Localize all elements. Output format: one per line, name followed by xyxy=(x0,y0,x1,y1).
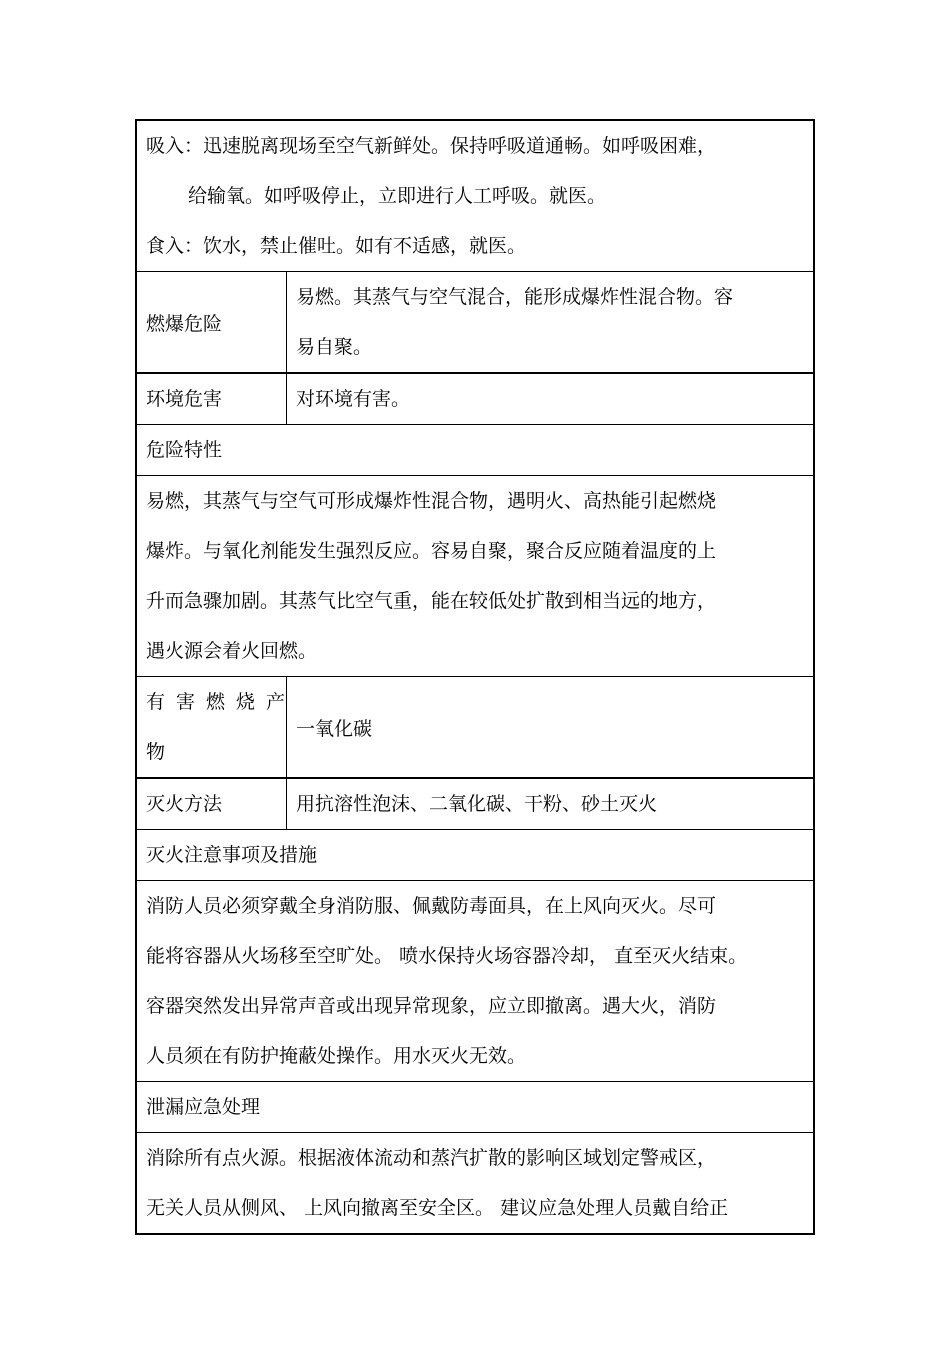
environmental-hazard-label: 环境危害 xyxy=(137,374,287,424)
extinguishing-method-label: 灭火方法 xyxy=(137,779,287,829)
first-aid-line: 吸入：迅速脱离现场至空气新鲜处。保持呼吸道通畅。如呼吸困难， xyxy=(146,135,717,157)
first-aid-text xyxy=(137,121,813,271)
combustion-products-label-line: 有害燃烧产 xyxy=(146,691,297,713)
hazard-properties-row xyxy=(137,475,813,676)
leak-emergency-row xyxy=(137,1132,813,1233)
leak-emergency-heading-row xyxy=(137,1081,813,1132)
extinguishing-method-row xyxy=(137,777,813,829)
hazard-properties-line: 爆炸。与氧化剂能发生强烈反应。容易自聚，聚合反应随着温度的上 xyxy=(146,540,717,562)
environmental-hazard-row xyxy=(137,372,813,424)
hazard-properties-line: 遇火源会着火回燃。 xyxy=(146,640,318,662)
fire-explosion-hazard-line: 易自聚。 xyxy=(296,336,373,358)
combustion-products-row xyxy=(137,676,813,777)
firefighting-precautions-heading: 灭火注意事项及措施 xyxy=(146,844,318,866)
hazard-properties-heading-row xyxy=(137,424,813,475)
fire-explosion-hazard-value xyxy=(287,272,813,372)
fire-explosion-hazard-label: 燃爆危险 xyxy=(137,272,287,372)
firefighting-precautions-text xyxy=(137,881,813,1081)
hazard-properties-text xyxy=(137,476,813,676)
first-aid-line: 食入：饮水，禁止催吐。如有不适感，就医。 xyxy=(146,235,527,257)
combustion-products-label-line: 物 xyxy=(146,741,166,763)
hazard-properties-line: 升而急骤加剧。其蒸气比空气重，能在较低处扩散到相当远的地方， xyxy=(146,590,717,612)
firefighting-precautions-row xyxy=(137,880,813,1081)
firefighting-precautions-line: 消防人员必须穿戴全身消防服、佩戴防毒面具，在上风向灭火。尽可 xyxy=(146,895,717,917)
firefighting-precautions-heading-row xyxy=(137,829,813,880)
first-aid-line: 给输氧。如呼吸停止，立即进行人工呼吸。就医。 xyxy=(188,185,607,207)
firefighting-precautions-line: 能将容器从火场移至空旷处。 喷水保持火场容器冷却， 直至灭火结束。 xyxy=(146,945,748,967)
leak-emergency-line: 无关人员从侧风、 上风向撤离至安全区。 建议应急处理人员戴自给正 xyxy=(146,1197,729,1219)
first-aid-row xyxy=(137,121,813,271)
msds-table xyxy=(135,119,815,1235)
hazard-properties-line: 易燃，其蒸气与空气可形成爆炸性混合物，遇明火、高热能引起燃烧 xyxy=(146,490,717,512)
combustion-products-value: 一氧化碳 xyxy=(296,717,373,740)
fire-explosion-hazard-line: 易燃。其蒸气与空气混合，能形成爆炸性混合物。容 xyxy=(296,286,734,308)
fire-explosion-hazard-row xyxy=(137,271,813,372)
hazard-properties-heading: 危险特性 xyxy=(146,439,223,461)
leak-emergency-heading: 泄漏应急处理 xyxy=(146,1096,261,1118)
environmental-hazard-value: 对环境有害。 xyxy=(296,388,411,410)
firefighting-precautions-line: 容器突然发出异常声音或出现异常现象，应立即撤离。遇大火，消防 xyxy=(146,995,717,1017)
leak-emergency-text xyxy=(137,1133,813,1233)
leak-emergency-line: 消除所有点火源。根据液体流动和蒸汽扩散的影响区域划定警戒区， xyxy=(146,1147,717,1169)
extinguishing-method-value: 用抗溶性泡沫、二氧化碳、干粉、砂土灭火 xyxy=(296,793,658,815)
firefighting-precautions-line: 人员须在有防护掩蔽处操作。用水灭火无效。 xyxy=(146,1045,527,1067)
combustion-products-label xyxy=(137,677,297,777)
